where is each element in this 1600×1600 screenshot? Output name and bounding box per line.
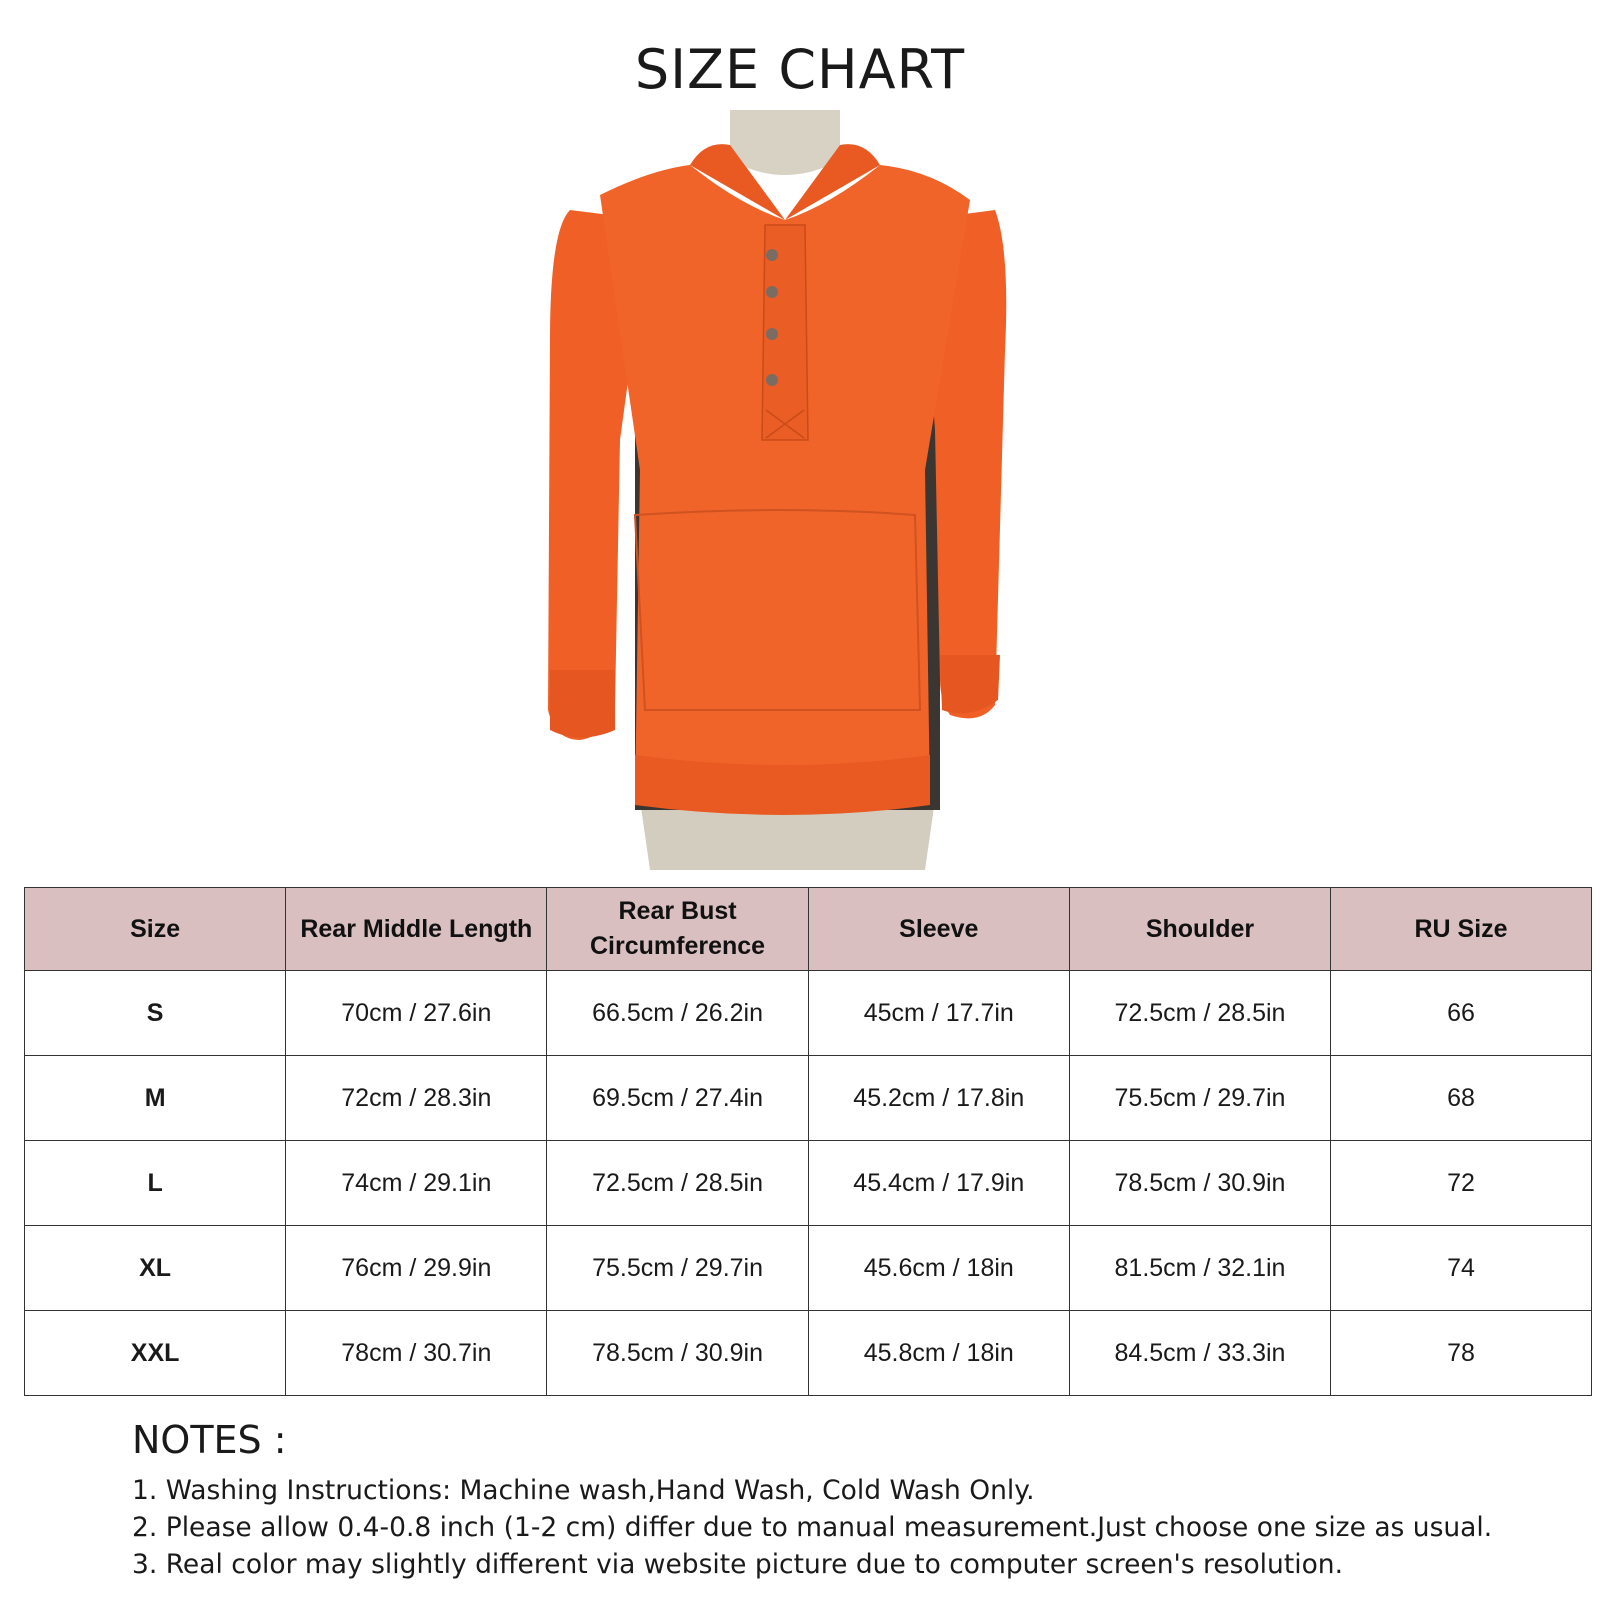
column-header: Size — [25, 888, 286, 971]
table-cell: XXL — [25, 1311, 286, 1396]
table-cell: 45.8cm / 18in — [808, 1311, 1069, 1396]
table-cell: 72 — [1331, 1141, 1592, 1226]
notes-heading: NOTES : — [132, 1418, 287, 1462]
table-cell: 78.5cm / 30.9in — [547, 1311, 808, 1396]
table-cell: 69.5cm / 27.4in — [547, 1056, 808, 1141]
column-header: Rear Middle Length — [286, 888, 547, 971]
button-snap — [766, 249, 778, 261]
table-cell: 70cm / 27.6in — [286, 971, 547, 1056]
table-cell: S — [25, 971, 286, 1056]
table-cell: 78.5cm / 30.9in — [1069, 1141, 1330, 1226]
table-cell: 74 — [1331, 1226, 1592, 1311]
table-cell: 75.5cm / 29.7in — [1069, 1056, 1330, 1141]
mannequin-neck — [730, 110, 840, 175]
table-row — [25, 1311, 1592, 1396]
column-header: Rear Bust Circumference — [547, 888, 808, 971]
table-cell: 76cm / 29.9in — [286, 1226, 547, 1311]
table-cell: 72.5cm / 28.5in — [1069, 971, 1330, 1056]
table-cell: 66 — [1331, 971, 1592, 1056]
table-cell: 68 — [1331, 1056, 1592, 1141]
button-snap — [766, 328, 778, 340]
table-cell: XL — [25, 1226, 286, 1311]
column-header: Shoulder — [1069, 888, 1330, 971]
table-cell: 84.5cm / 33.3in — [1069, 1311, 1330, 1396]
table-cell: 81.5cm / 32.1in — [1069, 1226, 1330, 1311]
table-cell: 78cm / 30.7in — [286, 1311, 547, 1396]
table-cell: 45.4cm / 17.9in — [808, 1141, 1069, 1226]
note-item: 2. Please allow 0.4-0.8 inch (1-2 cm) differ due to manual measurement.Just choose one size as usual. — [132, 1512, 1493, 1543]
page-title: SIZE CHART — [634, 38, 966, 101]
table-cell: 74cm / 29.1in — [286, 1141, 547, 1226]
table-cell: 75.5cm / 29.7in — [547, 1226, 808, 1311]
left-cuff — [550, 670, 615, 738]
table-cell: 66.5cm / 26.2in — [547, 971, 808, 1056]
note-item: 3. Real color may slightly different via website picture due to computer screen's resolution. — [132, 1549, 1344, 1580]
table-row — [25, 1226, 1592, 1311]
hoodie-illustration — [540, 110, 1030, 870]
product-photo — [540, 110, 1030, 870]
table-cell: 72cm / 28.3in — [286, 1056, 547, 1141]
button-snap — [766, 374, 778, 386]
table-cell: 78 — [1331, 1311, 1592, 1396]
table-header-row — [25, 888, 1592, 971]
column-header: RU Size — [1331, 888, 1592, 971]
notes-section — [132, 1418, 1582, 1583]
note-item: 1. Washing Instructions: Machine wash,Hand Wash, Cold Wash Only. — [132, 1475, 1035, 1506]
column-header: Sleeve — [808, 888, 1069, 971]
table-cell: L — [25, 1141, 286, 1226]
button-snap — [766, 286, 778, 298]
table-cell: 72.5cm / 28.5in — [547, 1141, 808, 1226]
table-row — [25, 971, 1592, 1056]
table-row — [25, 1141, 1592, 1226]
table-cell: M — [25, 1056, 286, 1141]
table-row — [25, 1056, 1592, 1141]
table-cell: 45cm / 17.7in — [808, 971, 1069, 1056]
table-cell: 45.2cm / 17.8in — [808, 1056, 1069, 1141]
table-cell: 45.6cm / 18in — [808, 1226, 1069, 1311]
size-chart-table — [24, 887, 1592, 1396]
